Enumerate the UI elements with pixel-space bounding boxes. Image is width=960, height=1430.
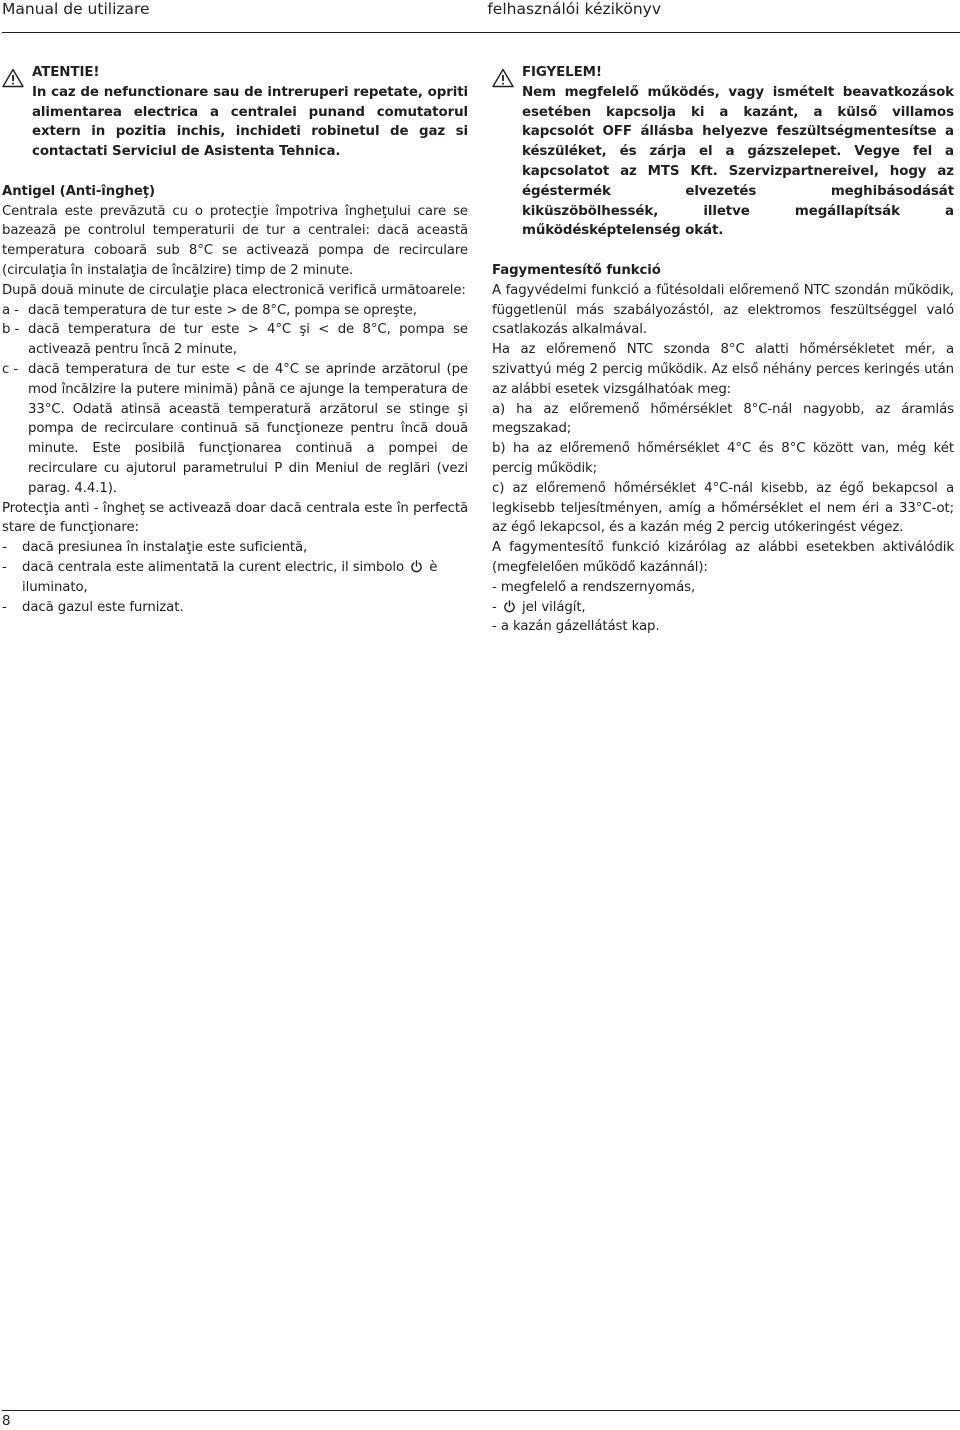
hu-paragraph-2: Ha az előremenő NTC szonda 8°C alatti hőmérsékletet mér, a szivattyú még 2 percig működik. Az első néhány perces keringés után az alábbi esetek vizsgálhatóak meg:	[492, 342, 954, 397]
list-marker: a -	[2, 302, 19, 318]
header-right-title: felhasználói kézikönyv	[487, 0, 661, 18]
ro-paragraph-2: După două minute de circulaţie placa electronică verifică următoarele:	[2, 282, 466, 298]
ro-paragraph-1: Centrala este prevăzută cu o protecţie împotriva îngheţului care se bazează pe controlul temperaturii de tur a centralei: dacă această temperatura coboară sub 8°C se activează pompa de recirculare (circulaţia în instalaţia de încălzire) timp de 2 minute.	[2, 203, 468, 278]
header-rule	[2, 32, 960, 33]
hu-condition-3: - a kazán gázellátást kap.	[492, 619, 660, 635]
ro-section-title: Antigel (Anti-îngheţ)	[2, 183, 156, 199]
ro-condition-3	[2, 598, 468, 618]
ro-paragraph-3: Protecţia anti - îngheţ se activează doar dacă centrala este în perfectă stare de funcţionare:	[2, 500, 468, 536]
hu-condition-2	[492, 598, 954, 618]
ro-list-item-b	[2, 320, 468, 360]
page-header	[0, 0, 960, 36]
hu-section-title: Fagymentesítő funkció	[492, 262, 661, 278]
list-item-text: dacă temperatura de tur este > 4°C şi < de 8°C, pompa se activează pentru încă 2 minute,	[28, 322, 468, 358]
romanian-column	[2, 63, 468, 617]
list-marker: c -	[2, 361, 19, 377]
ro-warning-title: ATENTIE!	[32, 65, 100, 80]
warning-triangle-icon	[2, 68, 24, 88]
ro-condition-1	[2, 538, 468, 558]
dash-marker: -	[2, 559, 7, 575]
hu-warning-title: FIGYELEM!	[522, 65, 602, 80]
ro-condition-2	[2, 558, 468, 598]
condition-text-post: jel világít,	[521, 599, 586, 615]
list-marker: b -	[2, 322, 20, 338]
hu-paragraph-3: A fagymentesítő funkció kizárólag az alábbi esetekben aktiválódik (megfelelően működő kazánnál):	[492, 540, 954, 575]
condition-text-pre: -	[492, 599, 497, 615]
power-icon	[410, 560, 423, 573]
ro-list-item-a	[2, 301, 468, 321]
ro-warning-text: In caz de nefunctionare sau de intreruperi repetate, opriti alimentarea electrica a centralei punand comutatorul extern in pozitia inchis, inchideti robinetul de gaz si contactati Serviciul de Asistenta Tehnica.	[32, 84, 468, 160]
warning-triangle-icon	[492, 68, 514, 88]
hu-case-b: b) ha az előremenő hőmérséklet 4°C és 8°C között van, még két percig működik;	[492, 441, 954, 476]
page-number: 8	[2, 1414, 11, 1429]
list-item-text: dacă temperatura de tur este < de 4°C se aprinde arzătorul (pe mod încălzire la putere minimă) până ce ajunge la temperatura de 33°C. Odată atinsă această temperatură arzătorul se stinge şi pompa de recirculare continuă să funcţioneze pentru încă două minute. Este posibilă funcţionarea continuă a pompei de recirculare cu ajutorul parametrului P din Meniul de reglări (vezi parag. 4.4.1).	[28, 361, 468, 496]
footer-rule	[2, 1410, 960, 1411]
hu-case-c: c) az előremenő hőmérséklet 4°C-nál kisebb, az égő bekapcsol a legkisebb teljesítményen, amíg a hőmérséklet el nem éri a 33°C-ot; az égő lekapcsol, és a kazán még 2 percig utókeringést végez.	[492, 480, 954, 536]
ro-warning-block	[2, 63, 468, 162]
hu-case-a: a) ha az előremenő hőmérséklet 8°C-nál nagyobb, az áramlás megszakad;	[492, 401, 954, 437]
hungarian-column	[492, 63, 954, 637]
page-footer	[0, 1406, 960, 1430]
list-item-text: dacă temperatura de tur este > de 8°C, pompa se opreşte,	[28, 302, 417, 318]
dash-marker: -	[2, 599, 7, 615]
hu-condition-1: - megfelelő a rendszernyomás,	[492, 579, 696, 595]
dash-marker: -	[2, 540, 7, 556]
hu-warning-block	[492, 63, 954, 241]
power-icon	[503, 600, 516, 613]
condition-text: dacă presiunea în instalaţie este suficientă,	[22, 540, 308, 556]
condition-text: dacă gazul este furnizat.	[22, 599, 184, 615]
header-left-title: Manual de utilizare	[2, 0, 150, 18]
condition-text-post: è iluminato,	[22, 559, 438, 595]
hu-warning-text: Nem megfelelő működés, vagy ismételt beavatkozások esetében kapcsolja ki a kazánt, a külső villamos kapcsolót OFF állásba helyezve feszültségmentesítse a készüléket, és zárja el a gázszelepet. Vegye fel a kapcsolatot az MTS Kft. Szervizpartnereivel, hogy az égéstermék elvezetés meghibásodását kiküszöbölhessék, illetve megállapítsák a működésképtelenség okát.	[522, 84, 954, 239]
condition-text-pre: dacă centrala este alimentată la curent electric, il simbolo	[22, 559, 404, 575]
ro-list-item-c	[2, 360, 468, 499]
hu-paragraph-1: A fagyvédelmi funkció a fűtésoldali előremenő NTC szondán működik, függetlenül más szabályozástól, az elektromos feszültséggel való csatlakozás alkalmával.	[492, 282, 954, 338]
